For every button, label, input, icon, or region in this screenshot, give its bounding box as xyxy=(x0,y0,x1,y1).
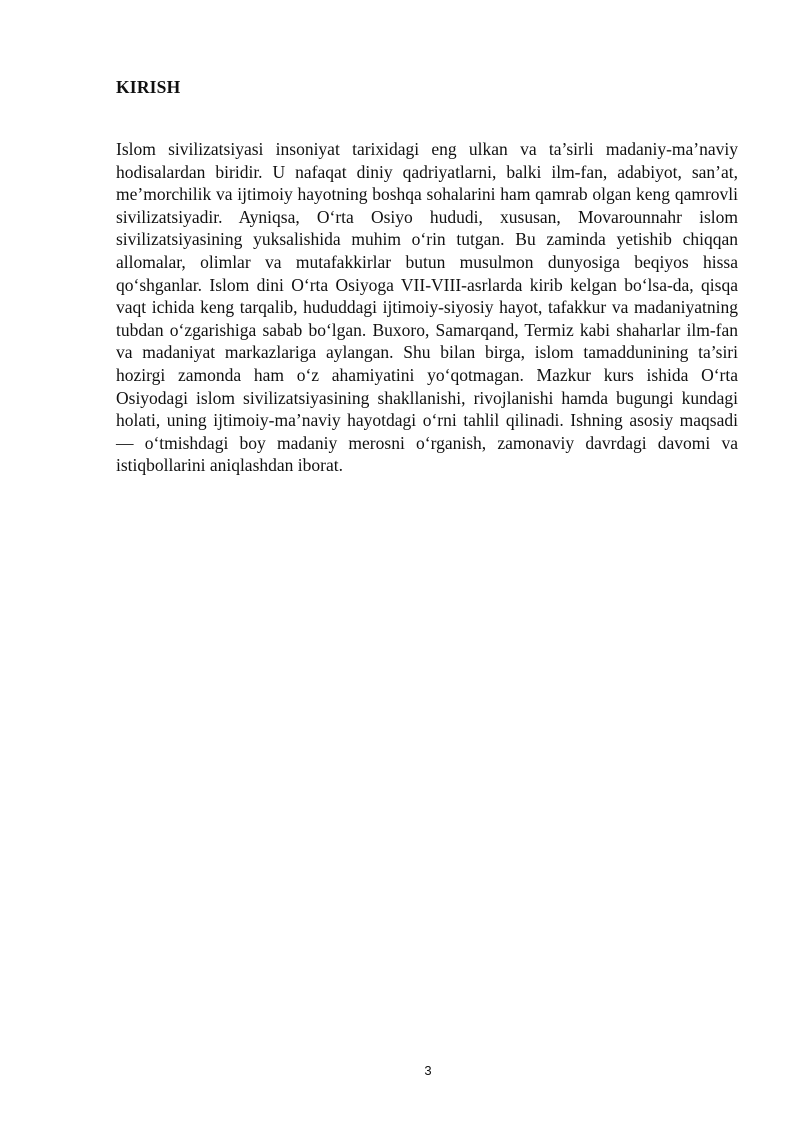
section-heading: KIRISH xyxy=(116,77,181,97)
body-paragraph: Islom sivilizatsiyasi insoniyat tarixidagi eng ulkan va ta’sirli madaniy-ma’naviy hodisalardan biridir. U nafaqat diniy qadriyatlarni, balki ilm-fan, adabiyot, san’at, me’morchilik va ijtimoiy hayotning boshqa sohalarini ham qamrab olgan keng qamrovli sivilizatsiyadir. Ayniqsa, O‘rta Osiyo hududi, xususan, Movarounnahr islom sivilizatsiyasining yuksalishida muhim o‘rin tutgan. Bu zaminda yetishib chiqqan allomalar, olimlar va mutafakkirlar butun musulmon dunyosiga beqiyos hissa qo‘shganlar. Islom dini O‘rta Osiyoga VII-VIII-asrlarda kirib kelgan bo‘lsa-da, qisqa vaqt ichida keng tarqalib, hududdagi ijtimoiy-siyosiy hayot, tafakkur va madaniyatning tubdan o‘zgarishiga sabab bo‘lgan. Buxoro, Samarqand, Termiz kabi shaharlar ilm-fan va madaniyat markazlariga aylangan. Shu bilan birga, islom tamaddunining ta’siri hozirgi zamonda ham o‘z ahamiyatini yo‘qotmagan. Mazkur kurs ishida O‘rta Osiyodagi islom sivilizatsiyasining shakllanishi, rivojlanishi hamda bugungi kundagi holati, uning ijtimoiy-ma’naviy hayotdagi o‘rni tahlil qilinadi. Ishning asosiy maqsadi — o‘tmishdagi boy madaniy merosni o‘rganish, zamonaviy davrdagi davomi va istiqbollarini aniqlashdan iborat. xyxy=(116,139,738,476)
page-number: 3 xyxy=(424,1063,432,1078)
